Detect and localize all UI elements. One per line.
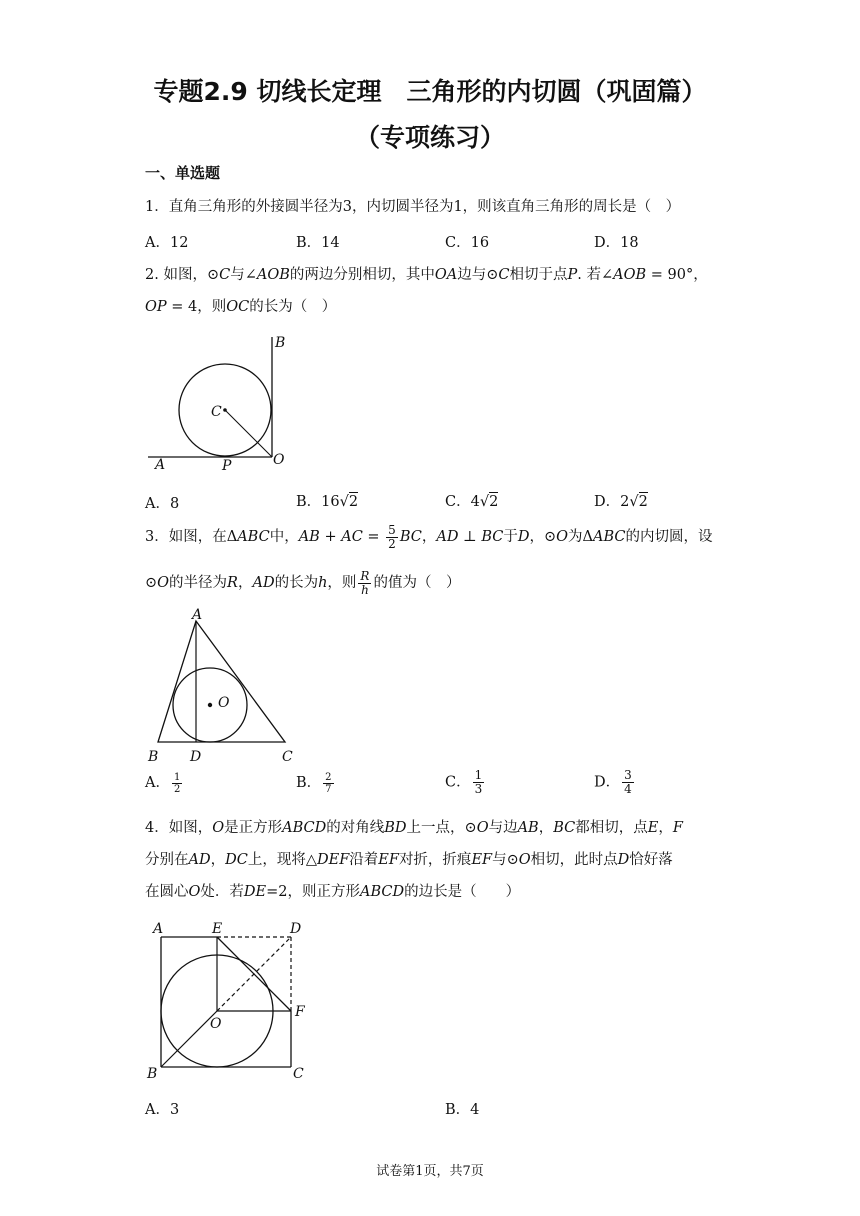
question-2-line1: 2. 如图，⊙C与∠AOB的两边分别相切，其中OA边与⊙C相切于点P. 若∠AOB = 90°， bbox=[145, 267, 708, 283]
q1-option-d: D．18 bbox=[594, 235, 639, 251]
q2-label-c: C bbox=[211, 404, 222, 420]
q3-label-o: O bbox=[218, 695, 230, 711]
question-4-line3: 在圆心O处．若DE=2，则正方形ABCD的边长是（ ） bbox=[145, 884, 521, 900]
q4-label-c: C bbox=[293, 1066, 304, 1082]
question-1-text: 1．直角三角形的外接圆半径为3，内切圆半径为1，则该直角三角形的周长是（ ） bbox=[145, 199, 681, 215]
q4-option-a: A．3 bbox=[145, 1102, 180, 1118]
q4-option-b: B．4 bbox=[445, 1102, 480, 1118]
q3-label-c: C bbox=[282, 749, 293, 765]
page-title-line2: （专项练习） bbox=[354, 123, 505, 152]
q2-label-o: O bbox=[273, 452, 285, 468]
q3-fraction-5-2: $\frac{5}{2}$ bbox=[388, 522, 396, 551]
q4-label-b: B bbox=[147, 1066, 158, 1082]
q3-option-b: B． $\frac{2}{7}$ bbox=[296, 771, 332, 795]
q3-triangle-abc bbox=[158, 621, 285, 742]
q2-label-a: A bbox=[155, 457, 166, 473]
q3-label-b: B bbox=[148, 749, 159, 765]
q2-center-point bbox=[223, 408, 227, 412]
q4-label-f: F bbox=[295, 1004, 305, 1020]
q2-figure bbox=[145, 330, 305, 475]
q3-label-d: D bbox=[190, 749, 202, 765]
q2-label-b: B bbox=[275, 335, 286, 351]
q4-diagonal-bo bbox=[161, 1011, 217, 1067]
q2-option-c: C．4√2 bbox=[445, 494, 499, 510]
q2-option-a: A．8 bbox=[145, 496, 180, 512]
q2-option-d: D．2√2 bbox=[594, 494, 648, 510]
q1-option-a: A．12 bbox=[145, 235, 189, 251]
q3-option-c: C． $\frac{1}{3}$ bbox=[445, 768, 483, 796]
q2-option-b: B．16√2 bbox=[296, 494, 359, 510]
question-4-line1: 4．如图，O是正方形ABCD的对角线BD上一点，⊙O与边AB，BC都相切，点E，F bbox=[145, 820, 683, 836]
question-4-line2: 分别在AD，DC上，现将△DEF沿着EF对折，折痕EF与⊙O相切，此时点D恰好落 bbox=[145, 852, 673, 868]
question-3-line2: ⊙O的半径为R，AD的长为h，则 $\frac{R}{h}$ 的值为（ ） bbox=[145, 568, 461, 597]
q4-label-d: D bbox=[290, 921, 302, 937]
page-footer: 试卷第1页，共7页 bbox=[376, 1164, 484, 1179]
section-heading: 一、单选题 bbox=[145, 164, 221, 182]
q4-label-a: A bbox=[153, 921, 164, 937]
q3-fraction-r-h: $\frac{R}{h}$ bbox=[360, 568, 370, 597]
q1-option-c: C．16 bbox=[445, 235, 490, 251]
q1-option-b: B．14 bbox=[296, 235, 340, 251]
question-2-line2: OP = 4，则OC的长为（ ） bbox=[145, 299, 337, 315]
q4-figure bbox=[140, 912, 320, 1084]
q3-center-point bbox=[208, 703, 212, 707]
q4-label-o: O bbox=[210, 1016, 222, 1032]
q3-option-a: A． $\frac{1}{2}$ bbox=[145, 771, 181, 795]
q3-figure bbox=[140, 603, 310, 765]
page-title-line1: 专题2.9 切线长定理 三角形的内切圆（巩固篇） bbox=[153, 77, 707, 106]
q3-label-a: A bbox=[192, 607, 203, 623]
q3-option-d: D． $\frac{3}{4}$ bbox=[594, 768, 632, 796]
q4-label-e: E bbox=[212, 921, 223, 937]
question-3-line1: 3．如图，在ΔABC中，AB + AC = $\frac{5}{2}$ BC，AD ⊥ BC于D，⊙O为ΔABC的内切圆，设 bbox=[145, 522, 713, 551]
q2-label-p: P bbox=[222, 458, 232, 474]
